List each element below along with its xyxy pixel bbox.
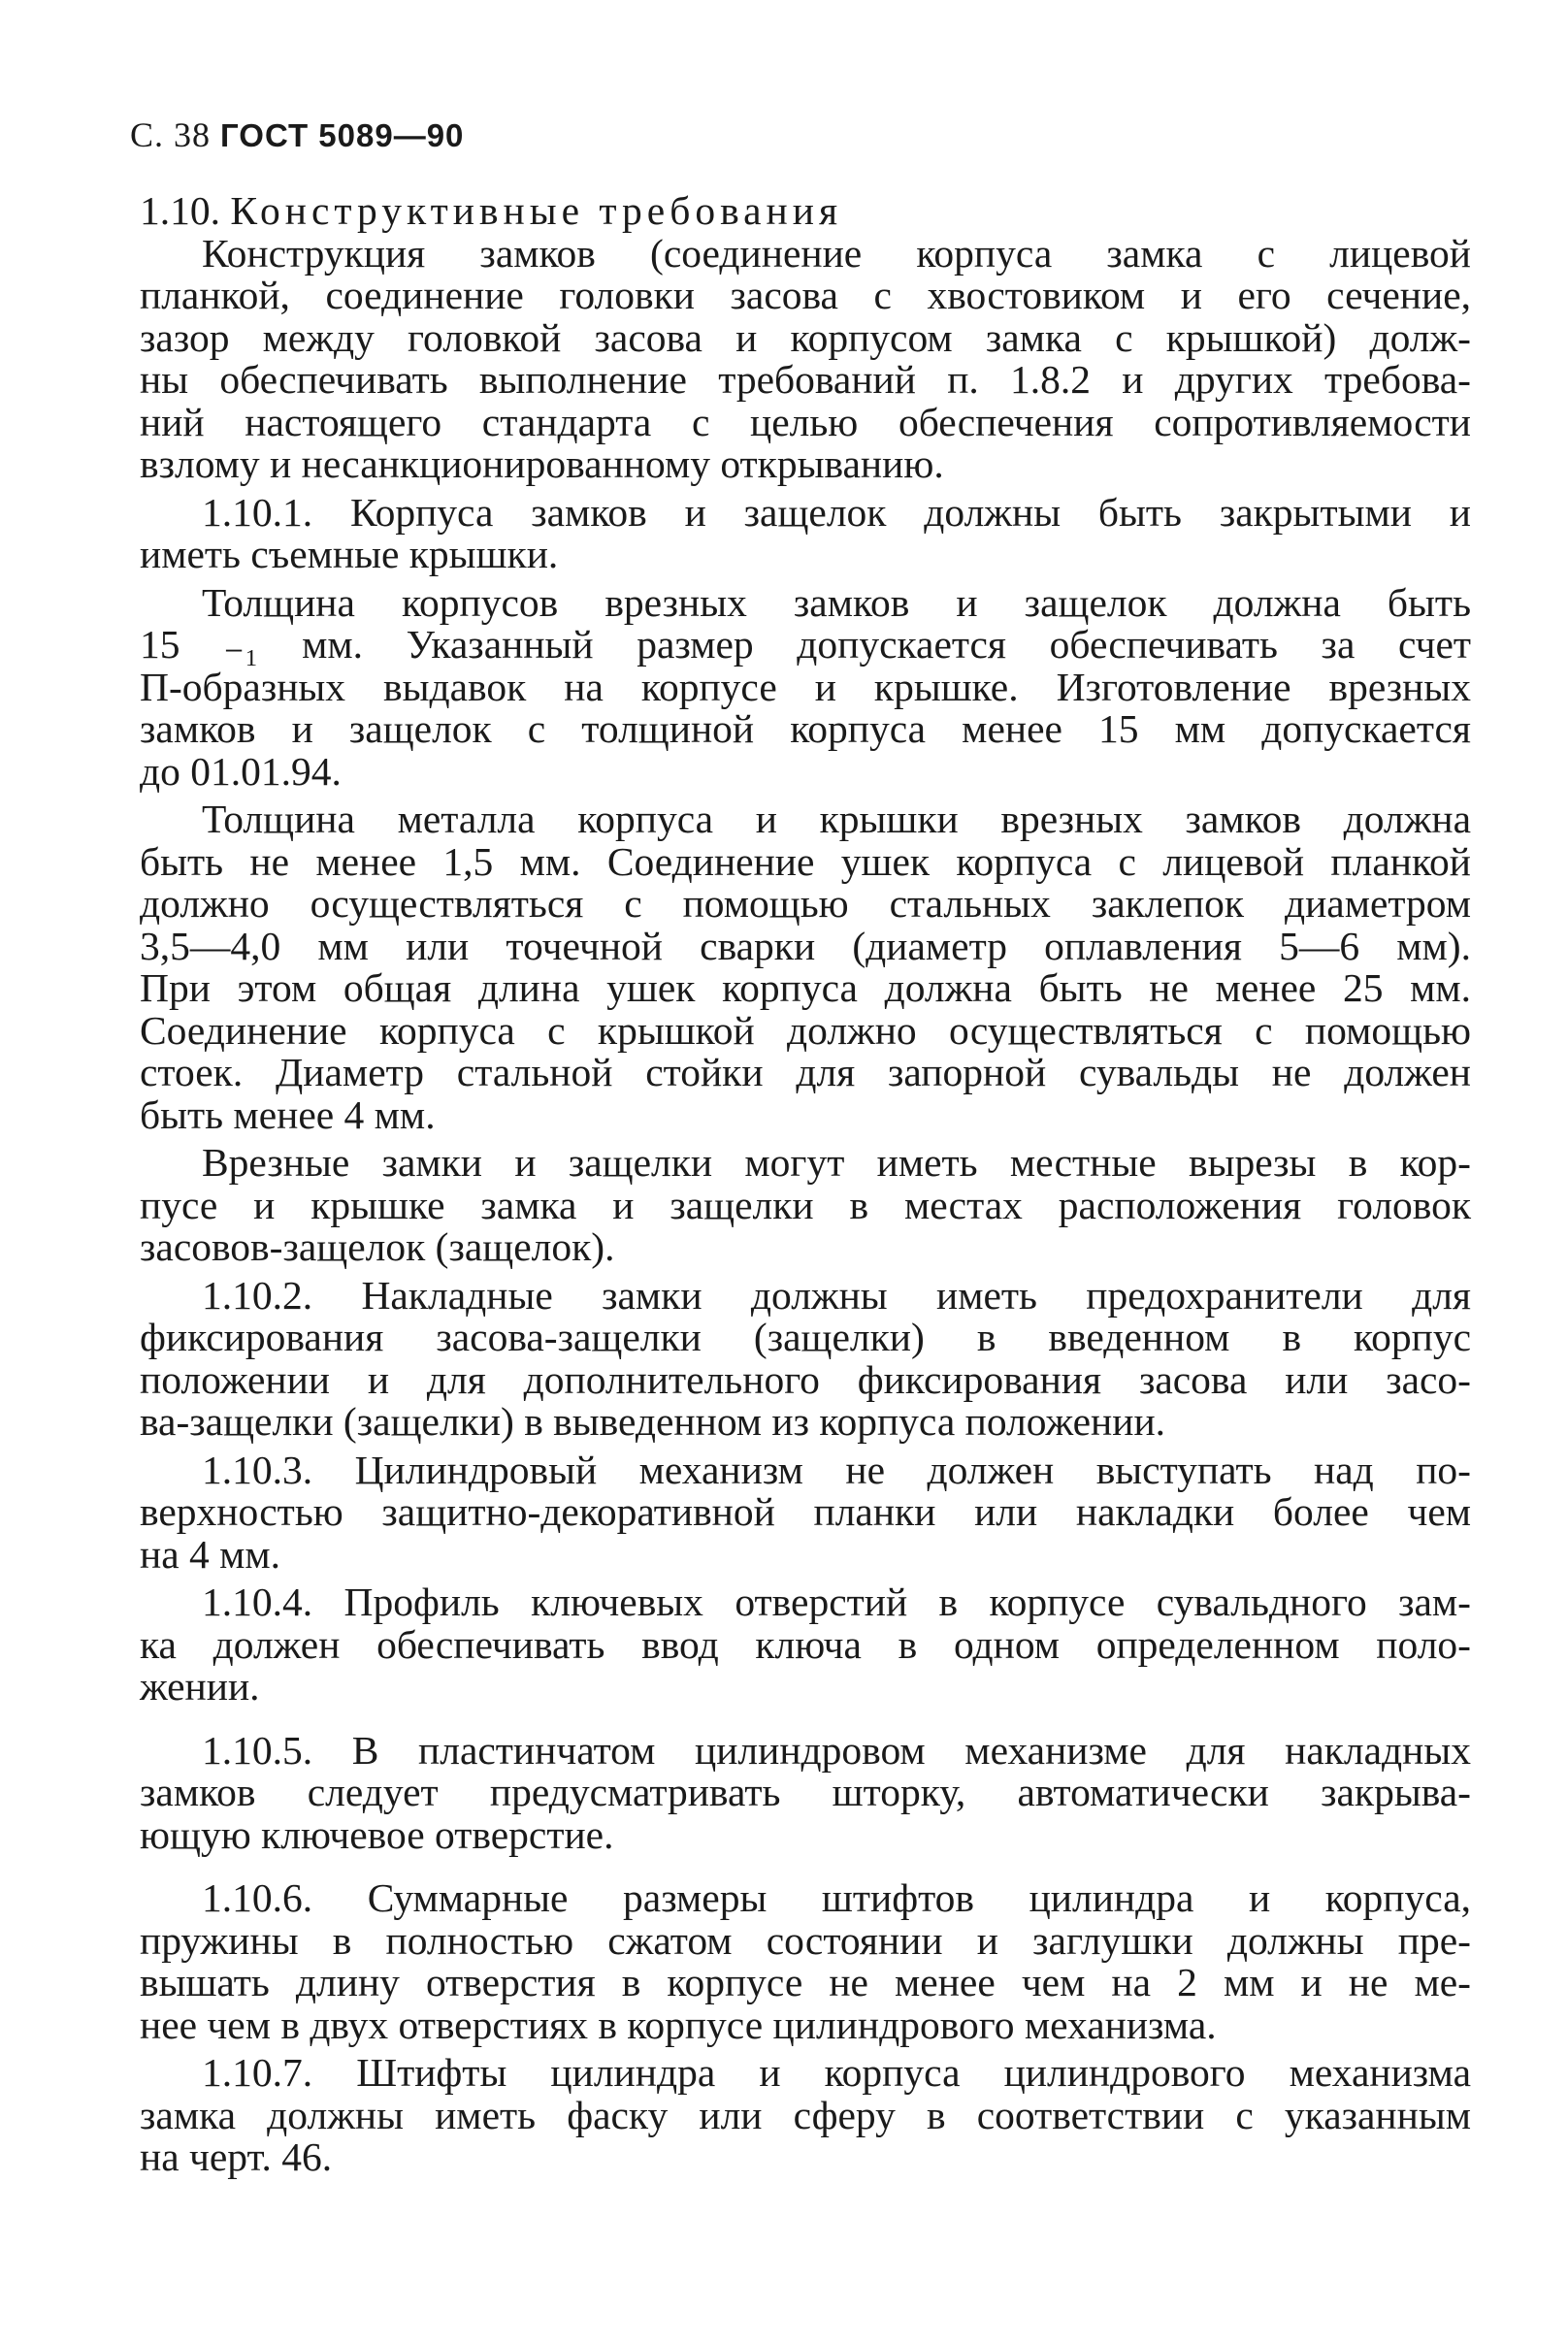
text-line: быть менее 4 мм. [140,1091,436,1137]
text-line: ний настоящего стандарта с целью обеспечения сопротивляемости [140,399,1471,444]
page-content [140,190,1471,2179]
text-line: 1.10.1. Корпуса замков и защелок должны быть закрытыми и [202,489,1471,535]
text-line: засовов-защелок (защелок). [140,1224,615,1269]
text-line: до 01.01.94. [140,748,342,794]
text-line: Соединение корпуса с крышкой должно осуществляться с помощью [140,1007,1471,1053]
paragraph-1-10-7 [140,2052,1471,2179]
text-line: П-образных выдавок на корпусе и крышке. Изготовление врезных [140,664,1471,709]
paragraph-intro [140,230,1471,486]
text-line: Конструкция замков (соединение корпуса замка с лицевой [202,230,1471,276]
text-line: жении. [140,1664,260,1709]
text-line: ка должен обеспечивать ввод ключа в одном определенном поло- [140,1621,1471,1667]
paragraph-cutouts [140,1142,1471,1269]
text-line: положении и для дополнительного фиксирования засова или засо- [140,1356,1471,1402]
section-title: Конструктивные требования [230,188,843,233]
section-number: 1.10. [140,188,220,233]
text-line: 1.10.7. Штифты цилиндра и корпуса цилиндрового механизма [202,2050,1471,2095]
standard-code: ГОСТ 5089—90 [220,117,465,153]
text-line: При этом общая длина ушек корпуса должна быть не менее 25 мм. [140,965,1471,1010]
section-heading [140,190,1471,233]
text-line: 1.10.6. Суммарные размеры штифтов цилиндра и корпуса, [202,1875,1471,1920]
text-line: 1.10.3. Цилиндровый механизм не должен выступать над по- [202,1447,1471,1492]
text-line: 1.10.2. Накладные замки должны иметь предохранители для [202,1272,1471,1318]
text-line: на 4 мм. [140,1531,281,1577]
text-line: 1.10.4. Профиль ключевых отверстий в корпусе сувальдного зам- [202,1580,1471,1624]
paragraph-1-10-2 [140,1272,1471,1444]
text-line: ва-защелки (защелки) в выведенном из корпуса положении. [140,1399,1166,1444]
text-line: нее чем в двух отверстиях в корпусе цилиндрового механизма. [140,2002,1217,2047]
text-line: ющую ключевое отверстие. [140,1811,614,1857]
text-line: планкой, соединение головки засова с хвостовиком и его сечение, [140,273,1471,317]
text-line: стоек. Диаметр стальной стойки для запорной сувальды не должен [140,1050,1471,1094]
text-line: ны обеспечивать выполнение требований п. 1.8.2 и других требова- [140,357,1471,402]
text-line: 3,5—4,0 мм или точечной сварки (диаметр оплавления 5—6 мм). [140,923,1471,968]
paragraph-1-10-5 [140,1727,1471,1857]
text-line: зазор между головкой засова и корпусом замка с крышкой) долж- [140,314,1471,360]
text-line: пусе и крышке замка и защелки в местах расположения головок [140,1182,1471,1227]
text-line: Толщина металла корпуса и крышки врезных замков должна [202,797,1471,841]
text-line: взлому и несанкционированному открыванию. [140,441,944,486]
paragraph-metal-thickness [140,798,1471,1136]
text-line: 1.10.5. В пластинчатом цилиндровом механизме для накладных [202,1727,1471,1773]
paragraph-body-thickness [140,579,1471,794]
paragraph-1-10-3 [140,1449,1471,1577]
text-line: фиксирования засова-защелки (защелки) в введенном в корпус [140,1315,1471,1359]
paragraph-1-10-6 [140,1877,1471,2046]
text-line: вышать длину отверстия в корпусе не менее чем на 2 мм и не ме- [140,1960,1471,2004]
text-line: 15 ₋₁ мм. Указанный размер допускается обеспечивать за счет [140,622,1471,667]
text-line: верхностью защитно-декоративной планки или накладки более чем [140,1489,1471,1534]
paragraph-1-10-1 [140,489,1471,576]
page-header [130,114,464,155]
paragraph-1-10-4 [140,1581,1471,1709]
page-number: С. 38 [130,115,212,154]
text-line: должно осуществляться с помощью стальных заклепок диаметром [140,881,1471,926]
text-line: Врезные замки и защелки могут иметь местные вырезы в кор- [202,1140,1471,1185]
text-line: быть не менее 1,5 мм. Соединение ушек корпуса с лицевой планкой [140,838,1471,884]
text-line: замков следует предусматривать шторку, автоматически закрыва- [140,1770,1471,1814]
text-line: замков и защелок с толщиной корпуса менее 15 мм допускается [140,706,1471,751]
text-line: замка должны иметь фаску или сферу в соответствии с указанным [140,2092,1471,2137]
text-line: пружины в полностью сжатом состоянии и заглушки должны пре- [140,1917,1471,1963]
text-line: иметь съемные крышки. [140,532,559,576]
text-line: Толщина корпусов врезных замков и защелок должна быть [202,579,1471,625]
text-line: на черт. 46. [140,2134,333,2179]
